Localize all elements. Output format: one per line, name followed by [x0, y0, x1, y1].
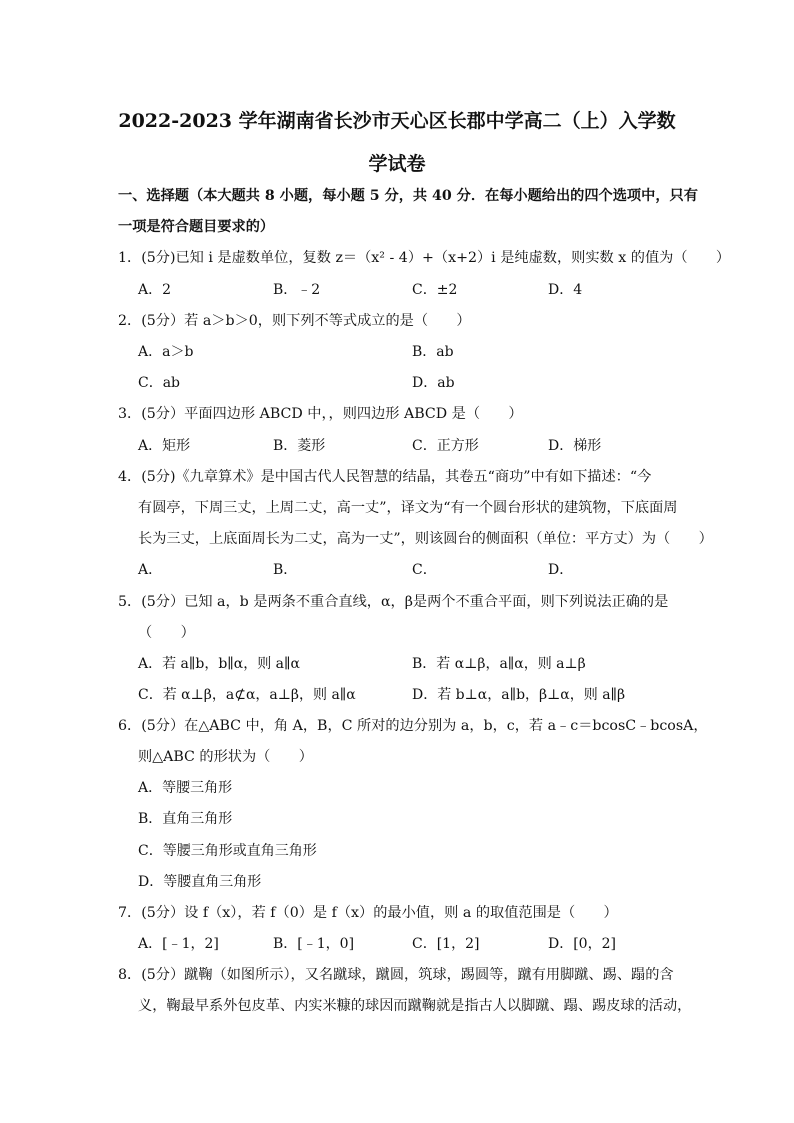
q3-option-b: B．菱形 [273, 438, 326, 454]
q4-option-a: A． [138, 562, 163, 578]
question-7-stem: 7．(5分）设 f（x），若 f（0）是 f（x）的最小值，则 a 的取值范围是（ ） [118, 905, 618, 921]
q6-option-d: D．等腰直角三角形 [138, 874, 262, 890]
q7-option-a: A．[﹣1，2] [138, 936, 219, 952]
question-4-line2: 有圆亭，下周三丈，上周二丈，高一丈”，译文为“有一个圆台形状的建筑物，下底面周 [138, 500, 678, 516]
question-6-line2: 则△ABC 的形状为（ ） [138, 749, 313, 765]
question-8-line1: 8．(5分）蹴鞠（如图所示），又名蹴球，蹴圆，筑球，踢圆等，蹴有用脚蹴、踢、蹋的含 [118, 967, 674, 983]
q5-option-b: B．若 α⊥β，a∥α，则 a⊥β [412, 656, 586, 672]
section-heading-line1: 一、选择题（本大题共 8 小题，每小题 5 分，共 40 分．在每小题给出的四个选项中，只有 [118, 188, 698, 204]
question-6-line1: 6．(5分）在△ABC 中，角 A，B，C 所对的边分别为 a，b，c，若 a﹣c＝bcosC﹣bcosA， [118, 718, 708, 734]
q3-option-c: C．正方形 [412, 438, 479, 454]
q6-option-c: C．等腰三角形或直角三角形 [138, 843, 317, 859]
q4-option-c: C． [412, 562, 437, 578]
q5-option-d: D．若 b⊥α，a∥b，β⊥α，则 a∥β [412, 687, 626, 703]
q2-option-a: A．a＞b [138, 344, 194, 360]
q7-option-c: C．[1，2] [412, 936, 480, 952]
question-2-stem: 2．(5分）若 a＞b＞0，则下列不等式成立的是（ ） [118, 313, 471, 329]
question-4-line1: 4．(5分)《九章算术》是中国古代人民智慧的结晶，其卷五“商功”中有如下描述：“今 [118, 469, 652, 485]
q3-option-a: A．矩形 [138, 438, 191, 454]
section-heading-line2: 一项是符合题目要求的） [118, 219, 275, 235]
q7-option-d: D．[0，2] [548, 936, 616, 952]
q1-option-c: C．±2 [412, 282, 458, 298]
q6-option-b: B．直角三角形 [138, 811, 233, 827]
exam-title-line2: 学试卷 [368, 153, 426, 175]
q7-option-b: B．[﹣1，0] [273, 936, 355, 952]
q5-option-c: C．若 α⊥β，a⊄α，a⊥β，则 a∥α [138, 687, 356, 703]
q2-option-b: B．ab [412, 344, 454, 360]
question-5-line2: （ ） [138, 625, 195, 641]
q2-option-d: D．ab [412, 375, 455, 391]
question-8-line2: 义，鞠最早系外包皮革、内实米糠的球因而蹴鞠就是指古人以脚蹴、蹋、踢皮球的活动， [138, 998, 692, 1014]
question-5-line1: 5．(5分）已知 a，b 是两条不重合直线，α，β是两个不重合平面，则下列说法正确的是 [118, 594, 669, 610]
question-4-line3: 长为三丈，上底面周长为二丈，高为一丈”，则该圆台的侧面积（单位：平方丈）为（ ） [138, 531, 713, 547]
q6-option-a: A．等腰三角形 [138, 780, 233, 796]
exam-title-line1: 2022-2023 学年湖南省长沙市天心区长郡中学高二（上）入学数 [118, 110, 676, 132]
question-1-stem: 1．(5分)已知 i 是虚数单位，复数 z＝（x² - 4）+（x+2）i 是纯虚数，则实数 x 的值为（ ） [118, 250, 731, 266]
q1-option-b: B．﹣2 [273, 282, 321, 298]
q2-option-c: C．ab [138, 375, 181, 391]
question-3-stem: 3．(5分）平面四边形 ABCD 中，，则四边形 ABCD 是（ ） [118, 406, 523, 422]
q4-option-b: B． [273, 562, 298, 578]
q3-option-d: D．梯形 [548, 438, 602, 454]
q5-option-a: A．若 a∥b，b∥α，则 a∥α [138, 656, 300, 672]
q1-option-a: A．2 [138, 282, 172, 298]
q1-option-d: D．4 [548, 282, 583, 298]
q4-option-d: D． [548, 562, 574, 578]
